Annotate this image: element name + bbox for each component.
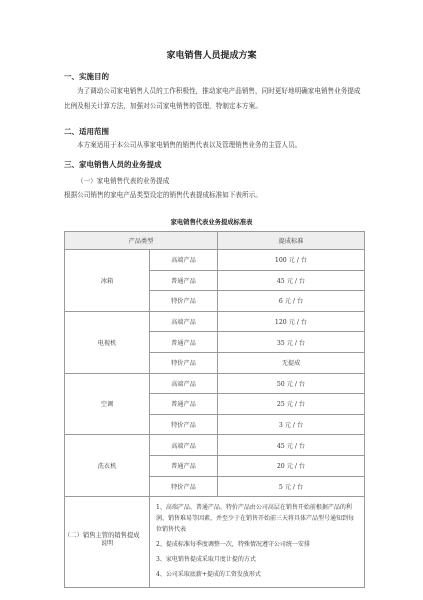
section-2-heading: 二、适用范围 [64, 127, 109, 136]
table-row [65, 250, 365, 271]
table-row [65, 435, 365, 456]
rate-cell: 120 元 / 台 [218, 311, 365, 332]
category-cell: 洗衣机 [65, 435, 150, 497]
section-2-body: 本方案适用于本公司从事家电销售的销售代表以及管理销售业务的主管人员。 [77, 141, 302, 149]
notes-label: 说明 [65, 497, 150, 588]
table-header-row [65, 232, 365, 250]
grade-cell: 普通产品 [150, 455, 218, 476]
rate-cell: 100 元 / 台 [218, 250, 365, 271]
rate-cell: 3 元 / 台 [218, 414, 365, 435]
note-item: 3、家电销售提成采取月度计提的方式 [156, 556, 256, 564]
section-3-body: 根据公司销售的家电产品类型设定的销售代表提成标准如下表所示。 [64, 191, 262, 199]
next-section-heading: （二）销售主管的销售提成 [64, 532, 140, 539]
grade-cell: 特价产品 [150, 291, 218, 312]
rate-cell: 无提成 [218, 352, 365, 373]
rate-cell: 25 元 / 台 [218, 394, 365, 415]
rate-cell: 5 元 / 台 [218, 476, 365, 497]
category-cell: 冰箱 [65, 250, 150, 312]
grade-cell: 特价产品 [150, 414, 218, 435]
grade-cell: 高端产品 [150, 435, 218, 456]
rate-cell: 45 元 / 台 [218, 435, 365, 456]
notes-cell [150, 497, 365, 588]
grade-cell: 普通产品 [150, 332, 218, 353]
doc-title: 家电销售人员提成方案 [166, 51, 257, 61]
grade-cell: 高端产品 [150, 311, 218, 332]
grade-cell: 高端产品 [150, 373, 218, 394]
rate-cell: 6 元 / 台 [218, 291, 365, 312]
rate-cell: 50 元 / 台 [218, 373, 365, 394]
section-3-subheading: （一）家电销售代表的业务提成 [77, 177, 170, 185]
section-1-heading: 一、实施目的 [64, 72, 109, 81]
notes-row [65, 497, 365, 588]
note-item: 4、公司采取底薪+提成的工资发放形式 [156, 571, 261, 579]
note-item: 1、高端产品、普通产品、特价产品由公司高层在销售开始前根据产品的利润、销售难易等因素，并至少于在销售开始前三天将具体产品型号通知到每位销售代表 [156, 504, 355, 534]
table-row [65, 373, 365, 394]
grade-cell: 高端产品 [150, 250, 218, 271]
category-cell: 电视机 [65, 311, 150, 373]
note-item: 2、提成标准每季度调整一次，特殊情况遵守公司统一安排 [156, 541, 310, 549]
table-row [65, 311, 365, 332]
grade-cell: 特价产品 [150, 476, 218, 497]
header-rate: 提成标准 [218, 232, 365, 250]
section-1-body: 为了调动公司家电销售人员的工作积极性，推动家电产品销售，同时更好地明确家电销售业务提成比例及相关计算方法，加强对公司家电销售的管理，特制定本方案。 [64, 87, 361, 110]
rate-cell: 35 元 / 台 [218, 332, 365, 353]
table-title: 家电销售代表业务提成标准表 [170, 219, 253, 226]
rate-cell: 45 元 / 台 [218, 270, 365, 291]
header-product-type: 产品类型 [65, 232, 218, 250]
category-cell: 空调 [65, 373, 150, 435]
grade-cell: 普通产品 [150, 270, 218, 291]
grade-cell: 特价产品 [150, 352, 218, 373]
section-3-heading: 三、家电销售人员的业务提成 [64, 160, 162, 169]
rate-cell: 20 元 / 台 [218, 455, 365, 476]
grade-cell: 普通产品 [150, 394, 218, 415]
